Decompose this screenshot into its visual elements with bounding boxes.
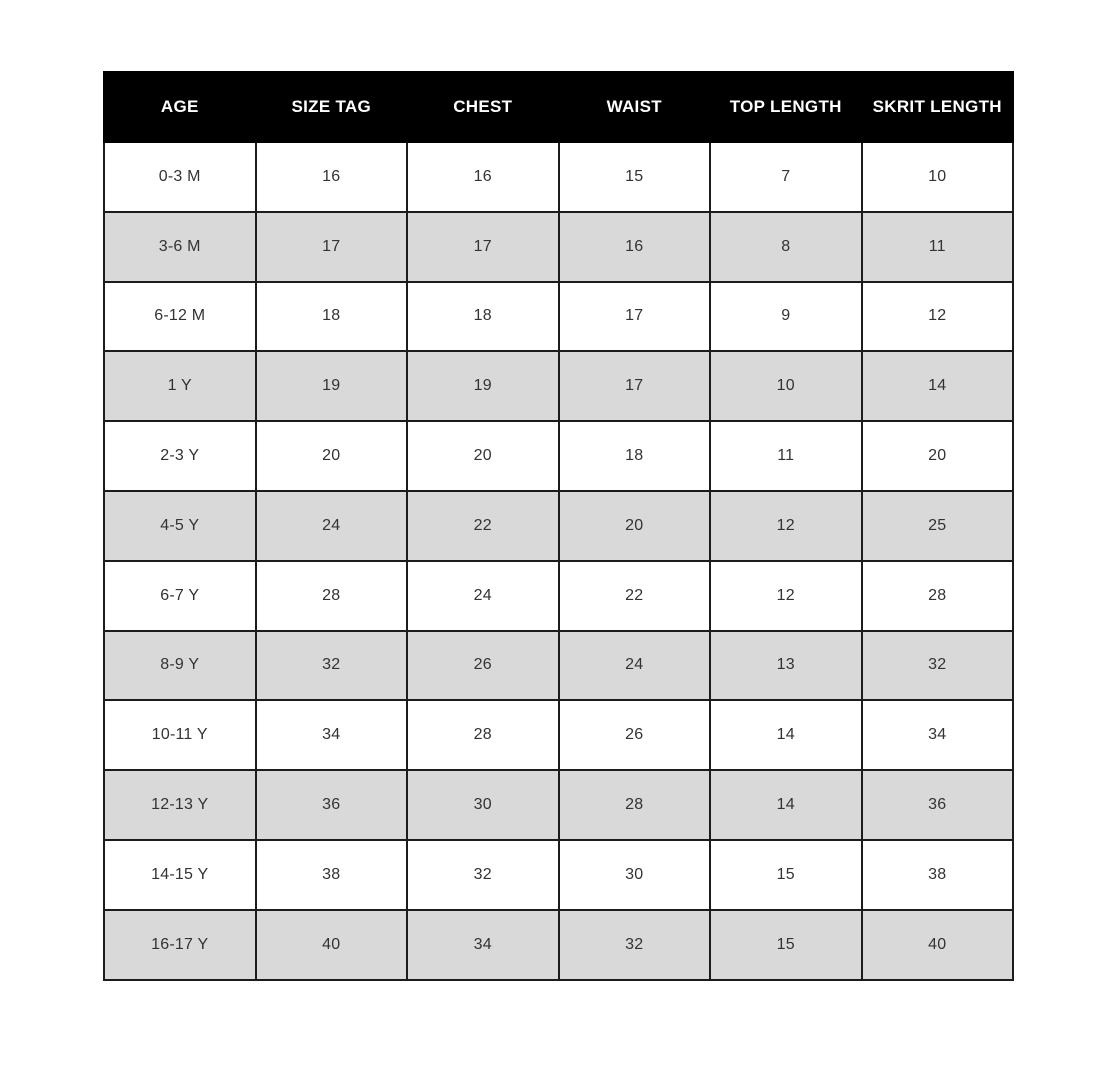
table-row <box>104 561 1013 631</box>
value-cell: 36 <box>862 770 1014 840</box>
table-header <box>104 72 1013 142</box>
value-cell: 28 <box>559 770 711 840</box>
value-cell: 19 <box>407 351 559 421</box>
value-cell: 7 <box>710 142 862 212</box>
age-cell: 16-17 Y <box>104 910 256 980</box>
header-row <box>104 72 1013 142</box>
value-cell: 32 <box>559 910 711 980</box>
value-cell: 26 <box>407 631 559 701</box>
header-cell-age: AGE <box>104 72 256 142</box>
header-cell-chest: CHEST <box>407 72 559 142</box>
value-cell: 34 <box>862 700 1014 770</box>
table-body <box>104 142 1013 980</box>
value-cell: 24 <box>407 561 559 631</box>
age-cell: 6-12 M <box>104 282 256 352</box>
value-cell: 36 <box>256 770 408 840</box>
table-row <box>104 910 1013 980</box>
value-cell: 32 <box>862 631 1014 701</box>
value-cell: 15 <box>559 142 711 212</box>
value-cell: 15 <box>710 840 862 910</box>
value-cell: 17 <box>559 351 711 421</box>
value-cell: 14 <box>862 351 1014 421</box>
table-row <box>104 491 1013 561</box>
value-cell: 22 <box>407 491 559 561</box>
value-cell: 22 <box>559 561 711 631</box>
header-cell-top-length: TOP LENGTH <box>710 72 862 142</box>
value-cell: 34 <box>256 700 408 770</box>
value-cell: 26 <box>559 700 711 770</box>
value-cell: 18 <box>407 282 559 352</box>
value-cell: 18 <box>256 282 408 352</box>
value-cell: 20 <box>256 421 408 491</box>
value-cell: 20 <box>862 421 1014 491</box>
value-cell: 12 <box>862 282 1014 352</box>
value-cell: 11 <box>710 421 862 491</box>
table-row <box>104 282 1013 352</box>
size-chart-table <box>103 71 1014 981</box>
value-cell: 10 <box>862 142 1014 212</box>
age-cell: 2-3 Y <box>104 421 256 491</box>
value-cell: 28 <box>862 561 1014 631</box>
value-cell: 17 <box>407 212 559 282</box>
table-row <box>104 212 1013 282</box>
table-row <box>104 770 1013 840</box>
header-cell-size-tag: SIZE TAG <box>256 72 408 142</box>
value-cell: 15 <box>710 910 862 980</box>
age-cell: 14-15 Y <box>104 840 256 910</box>
value-cell: 40 <box>862 910 1014 980</box>
value-cell: 17 <box>559 282 711 352</box>
value-cell: 11 <box>862 212 1014 282</box>
value-cell: 40 <box>256 910 408 980</box>
value-cell: 32 <box>256 631 408 701</box>
value-cell: 32 <box>407 840 559 910</box>
header-cell-waist: WAIST <box>559 72 711 142</box>
value-cell: 12 <box>710 561 862 631</box>
value-cell: 38 <box>256 840 408 910</box>
value-cell: 34 <box>407 910 559 980</box>
value-cell: 28 <box>256 561 408 631</box>
value-cell: 25 <box>862 491 1014 561</box>
age-cell: 6-7 Y <box>104 561 256 631</box>
value-cell: 20 <box>407 421 559 491</box>
value-cell: 30 <box>407 770 559 840</box>
age-cell: 4-5 Y <box>104 491 256 561</box>
table-row <box>104 700 1013 770</box>
age-cell: 0-3 M <box>104 142 256 212</box>
age-cell: 12-13 Y <box>104 770 256 840</box>
value-cell: 28 <box>407 700 559 770</box>
header-cell-skrit-length: SKRIT LENGTH <box>862 72 1014 142</box>
value-cell: 24 <box>256 491 408 561</box>
value-cell: 12 <box>710 491 862 561</box>
table-row <box>104 631 1013 701</box>
value-cell: 13 <box>710 631 862 701</box>
table-row <box>104 421 1013 491</box>
table-row <box>104 840 1013 910</box>
value-cell: 18 <box>559 421 711 491</box>
age-cell: 10-11 Y <box>104 700 256 770</box>
value-cell: 16 <box>407 142 559 212</box>
value-cell: 8 <box>710 212 862 282</box>
table-row <box>104 142 1013 212</box>
value-cell: 16 <box>559 212 711 282</box>
value-cell: 14 <box>710 700 862 770</box>
value-cell: 30 <box>559 840 711 910</box>
value-cell: 20 <box>559 491 711 561</box>
table-row <box>104 351 1013 421</box>
value-cell: 16 <box>256 142 408 212</box>
age-cell: 3-6 M <box>104 212 256 282</box>
age-cell: 1 Y <box>104 351 256 421</box>
value-cell: 14 <box>710 770 862 840</box>
value-cell: 19 <box>256 351 408 421</box>
age-cell: 8-9 Y <box>104 631 256 701</box>
value-cell: 17 <box>256 212 408 282</box>
value-cell: 10 <box>710 351 862 421</box>
value-cell: 38 <box>862 840 1014 910</box>
value-cell: 24 <box>559 631 711 701</box>
value-cell: 9 <box>710 282 862 352</box>
